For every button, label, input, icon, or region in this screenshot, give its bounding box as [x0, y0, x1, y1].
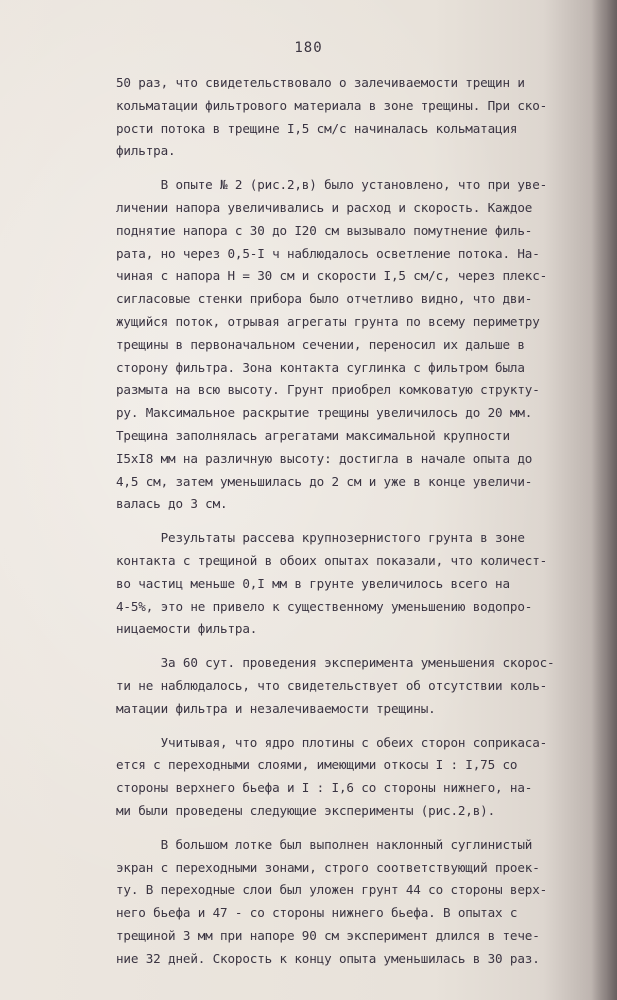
text-line: личении напора увеличивались и расход и скорость. Каждое: [116, 199, 533, 215]
body-text: [116, 72, 606, 970]
text-line: матации фильтра и незалечиваемости трещины.: [116, 700, 436, 716]
text-line: Трещина заполнялась агрегатами максимальной крупности: [116, 427, 510, 443]
paragraph-5: [116, 732, 606, 823]
paragraph-6: [116, 834, 606, 971]
paragraph-gap: [116, 823, 606, 834]
text-line: ми были проведены следующие эксперименты (рис.2,в).: [116, 802, 496, 818]
text-line: сторону фильтра. Зона контакта суглинка с фильтром была: [116, 359, 525, 375]
text-line: Результаты рассева крупнозернистого грунта в зоне: [116, 530, 525, 546]
text-line: 4-5%, это не привело к существенному уменьшению водопро-: [116, 598, 533, 614]
text-line: контакта с трещиной в обоих опытах показали, что количест-: [116, 552, 548, 568]
paragraph-gap: [116, 163, 606, 174]
text-line: валась до 3 см.: [116, 496, 228, 512]
text-line: жущийся поток, отрывая агрегаты грунта по всему периметру: [116, 313, 540, 329]
page-edge-shadow: [591, 0, 617, 1000]
paragraph-gap: [116, 721, 606, 732]
text-line: I5хI8 мм на различную высоту: достигла в начале опыта до: [116, 450, 533, 466]
text-line: экран с переходными зонами, строго соответствующий проек-: [116, 859, 540, 875]
text-line: В большом лотке был выполнен наклонный суглинистый: [116, 836, 533, 852]
text-line: ту. В переходные слои был уложен грунт 44 со стороны верх-: [116, 882, 548, 898]
text-line: ницаемости фильтра.: [116, 621, 258, 637]
page-number: 180: [294, 40, 323, 56]
text-line: рости потока в трещине I,5 см/с начиналась кольматация: [116, 120, 518, 136]
text-line: В опыте № 2 (рис.2,в) было установлено, что при уве-: [116, 177, 548, 193]
paragraph-1: [116, 72, 606, 163]
text-line: ру. Максимальное раскрытие трещины увеличилось до 20 мм.: [116, 405, 533, 421]
text-line: него бьефа и 47 - со стороны нижнего бьефа. В опытах с: [116, 905, 518, 921]
paragraph-4: [116, 652, 606, 720]
text-line: 50 раз, что свидетельствовало о залечиваемости трещин и: [116, 75, 525, 90]
text-line: чиная с напора Н = 30 см и скорости I,5 см/с, через плекс-: [116, 268, 548, 284]
text-line: сигласовые стенки прибора было отчетливо видно, что дви-: [116, 291, 533, 307]
paragraph-gap: [116, 516, 606, 527]
text-line: поднятие напора с 30 до I20 см вызывало помутнение филь-: [116, 222, 533, 238]
text-line: стороны верхнего бьефа и I : I,6 со стороны нижнего, на-: [116, 780, 533, 796]
text-line: рата, но через 0,5-I ч наблюдалось осветление потока. На-: [116, 245, 540, 261]
text-line: размыта на всю высоту. Грунт приобрел комковатую структу-: [116, 382, 540, 398]
text-line: ти не наблюдалось, что свидетельствует об отсутствии коль-: [116, 677, 548, 693]
text-line: трещины в первоначальном сечении, переносил их дальше в: [116, 336, 525, 352]
text-line: ние 32 дней. Скорость к концу опыта уменьшилась в 30 раз.: [116, 950, 540, 966]
text-line: ется с переходными слоями, имеющими откосы I : I,75 со: [116, 757, 518, 773]
paragraph-2: [116, 174, 606, 516]
text-line: во частиц меньше 0,I мм в грунте увеличилось всего на: [116, 575, 510, 591]
paragraph-3: [116, 527, 606, 641]
text-line: трещиной 3 мм при напоре 90 см эксперимент длился в тече-: [116, 927, 540, 943]
text-line: За 60 сут. проведения эксперимента уменьшения скорос-: [116, 655, 555, 671]
text-line: 4,5 см, затем уменьшилась до 2 см и уже в конце увеличи-: [116, 473, 533, 489]
text-line: Учитывая, что ядро плотины с обеих сторон соприкаса-: [116, 734, 548, 750]
text-line: кольматации фильтрового материала в зоне трещины. При ско-: [116, 97, 548, 113]
paragraph-gap: [116, 641, 606, 652]
text-line: фильтра.: [116, 143, 176, 159]
